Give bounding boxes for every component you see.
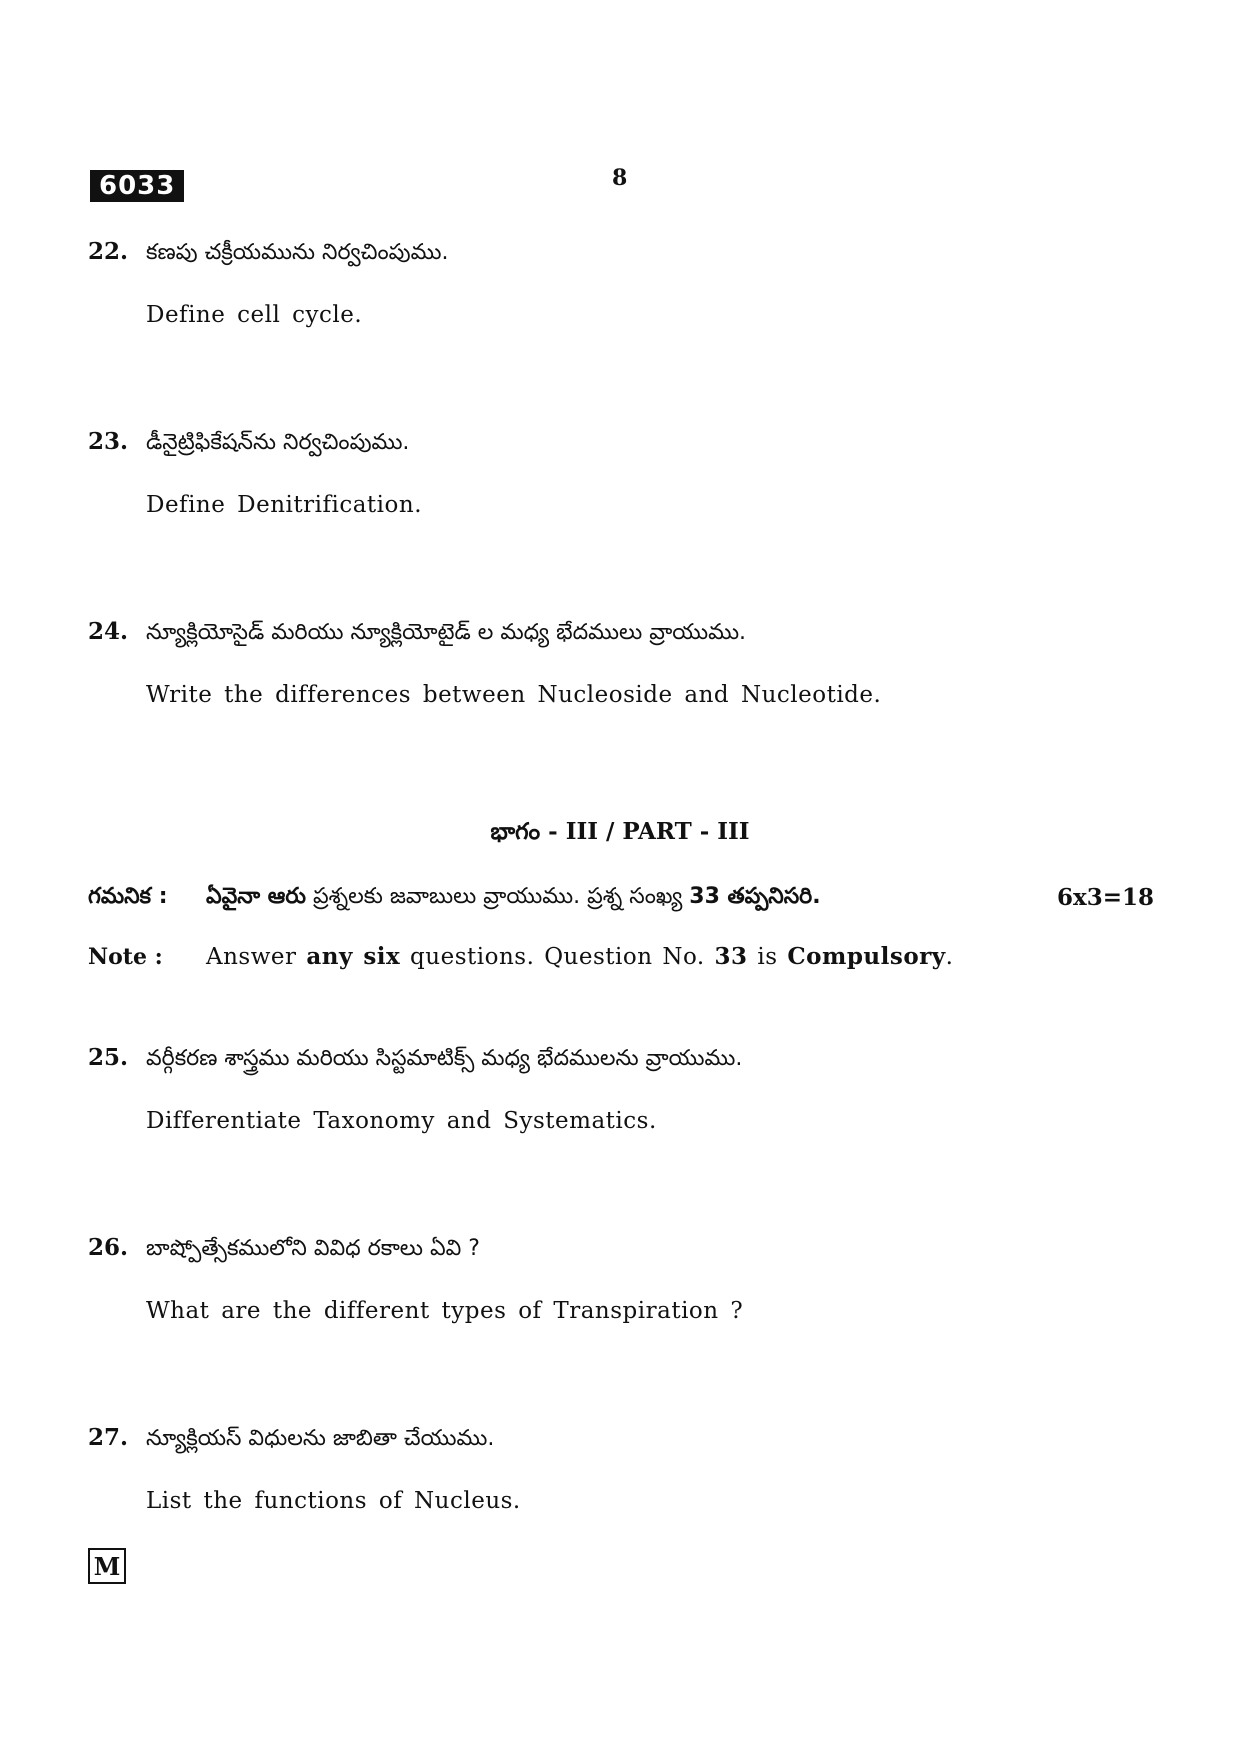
note-label-english: Note : [88, 944, 163, 970]
question-23-english: Define Denitrification. [146, 492, 423, 518]
note-text: Answer [206, 944, 307, 970]
question-22-telugu [88, 238, 448, 270]
question-26-telugu [88, 1234, 480, 1266]
question-text-telugu: కణపు చక్రీయమును నిర్వచింపుము. [146, 240, 449, 265]
note-emphasis-compulsory: Compulsory [787, 943, 946, 970]
question-26-english: What are the different types of Transpiration ? [146, 1298, 744, 1324]
question-25-english: Differentiate Taxonomy and Systematics. [146, 1108, 657, 1134]
question-24-telugu [88, 618, 746, 650]
question-27-english: List the functions of Nucleus. [146, 1488, 521, 1514]
note-telugu-compulsory: 33 తప్పనిసరి. [689, 884, 821, 909]
question-number: 27. [88, 1424, 129, 1451]
footer-box-letter: M [88, 1548, 126, 1584]
note-text: . [945, 944, 954, 970]
marks-allocation: 6x3=18 [1057, 884, 1154, 911]
question-23-telugu [88, 428, 409, 460]
note-telugu-emphasis: ఏవైనా ఆరు [206, 884, 307, 909]
question-number: 26. [88, 1234, 129, 1261]
note-emphasis-question-number: 33 [714, 943, 748, 970]
question-text-telugu: బాష్పోత్సేకములోని వివిధ రకాలు ఏవి ? [146, 1236, 480, 1261]
question-text-telugu: న్యూక్లియస్ విధులను జాబితా చేయుము. [146, 1426, 495, 1451]
note-label-telugu: గమనిక : [88, 884, 168, 909]
note-emphasis-any-six: any six [306, 943, 401, 970]
question-number: 23. [88, 428, 129, 455]
question-22-english: Define cell cycle. [146, 302, 363, 328]
note-english [88, 943, 953, 970]
question-text-telugu: వర్గీకరణ శాస్త్రము మరియు సిస్టమాటిక్స్ మధ్య భేదములను వ్రాయుము. [146, 1046, 743, 1071]
paper-code: 6033 [90, 170, 184, 202]
note-telugu [88, 884, 821, 914]
question-number: 25. [88, 1044, 129, 1071]
question-24-english: Write the differences between Nucleoside and Nucleotide. [146, 682, 882, 708]
note-text: questions. Question No. [400, 944, 715, 970]
part-heading: భాగం - III / PART - III [490, 818, 750, 845]
question-number: 22. [88, 238, 129, 265]
question-27-telugu [88, 1424, 494, 1456]
note-text: is [747, 944, 788, 970]
page-number: 8 [612, 165, 628, 191]
question-25-telugu [88, 1044, 742, 1076]
question-number: 24. [88, 618, 129, 645]
question-text-telugu: న్యూక్లియోసైడ్ మరియు న్యూక్లియోటైడ్ ల మధ్య భేదములు వ్రాయుము. [146, 620, 747, 645]
question-text-telugu: డీనైట్రిఫికేషన్‌ను నిర్వచింపుము. [146, 430, 410, 455]
note-telugu-text: ప్రశ్నలకు జవాబులు వ్రాయుము. ప్రశ్న సంఖ్య [306, 884, 690, 909]
